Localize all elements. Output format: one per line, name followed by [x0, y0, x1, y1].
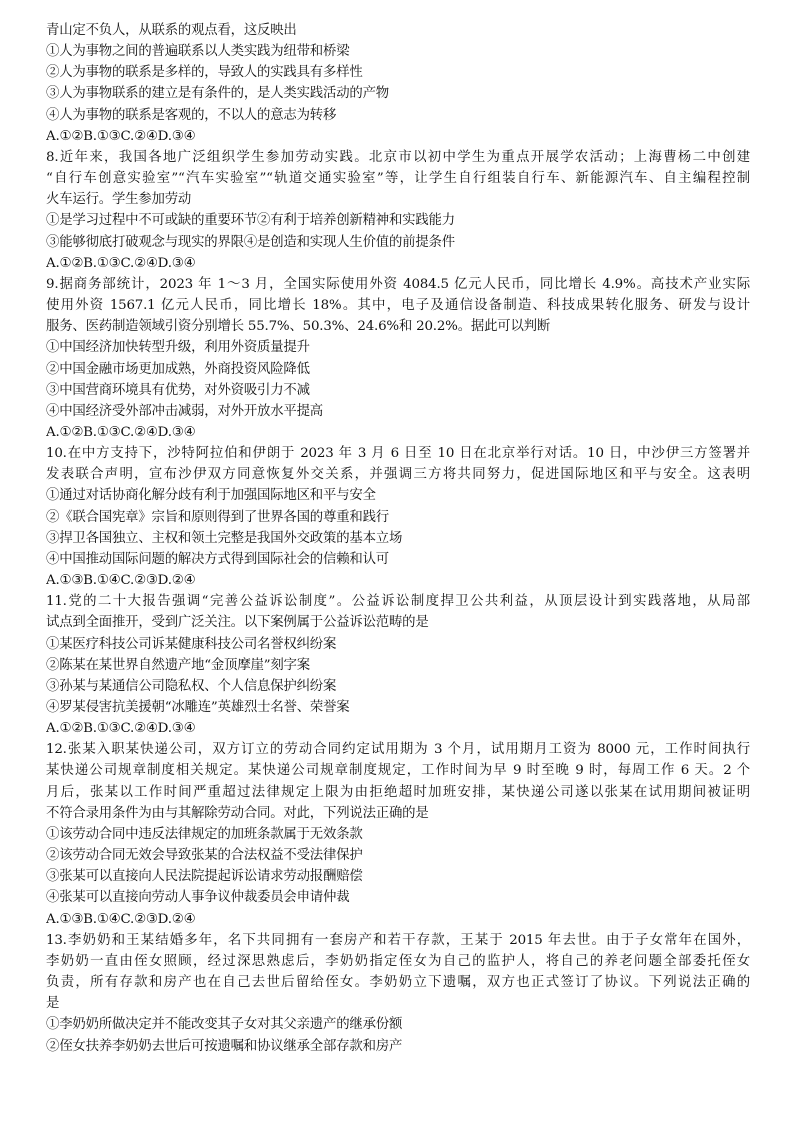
text-line: 是: [46, 996, 60, 1012]
text-line: A.①②B.①③C.②④D.③④: [46, 424, 196, 440]
text-line: ①是学习过程中不可或缺的重要环节②有利于培养创新精神和实践能力: [46, 213, 455, 229]
text-line: ③孙某与某通信公司隐私权、个人信息保护纠纷案: [46, 678, 337, 694]
text-line: 某快递公司规章制度相关规定。某快递公司规章制度规定，工作时间为早 9 时至晚 9 时，每周工作 6 天。2 个: [46, 763, 750, 779]
text-line: A.①③B.①④C.②③D.②④: [46, 911, 196, 927]
text-line: 发表联合声明，宣布沙伊双方同意恢复外交关系，并强调三方将共同努力，促进国际地区和平与安全。这表明: [46, 467, 750, 483]
text-line: ②侄女扶养李奶奶去世后可按遗嘱和协议继承全部存款和房产: [46, 1038, 403, 1054]
text-line: 9.据商务部统计，2023 年 1～3 月，全国实际使用外资 4084.5 亿元人民币，同比增长 4.9%。高技术产业实际: [46, 276, 750, 292]
text-line: 月后，张某以工作时间严重超过法律规定上限为由拒绝超时加班安排，某快递公司遂以张某在试用期间被证明: [46, 784, 750, 800]
text-line: ②人为事物的联系是多样的，导致人的实践具有多样性: [46, 65, 363, 81]
text-line: ④中国推动国际问题的解决方式得到国际社会的信赖和认可: [46, 551, 389, 567]
question-text-body: [46, 20, 750, 1057]
text-line: A.①③B.①④C.②③D.②④: [46, 573, 196, 589]
text-line: 火车运行。学生参加劳动: [46, 192, 192, 208]
text-line: 负责，所有存款和房产也在自己去世后留给侄女。李奶奶立下遗嘱，双方也正式签订了协议。下列说法正确的: [46, 975, 750, 991]
text-line: 使用外资 1567.1 亿元人民币，同比增长 18%。其中，电子及通信设备制造、科技成果转化服务、研发与设计: [46, 298, 750, 314]
text-line: 13.李奶奶和王某结婚多年，名下共同拥有一套房产和若干存款，王某于 2015 年去世。由于子女常年在国外，: [46, 932, 750, 948]
text-line: ④中国经济受外部冲击减弱，对外开放水平提高: [46, 403, 324, 419]
text-line: ③人为事物联系的建立是有条件的，是人类实践活动的产物: [46, 86, 389, 102]
text-line: ④人为事物的联系是客观的，不以人的意志为转移: [46, 107, 337, 123]
text-line: 8.近年来，我国各地广泛组织学生参加劳动实践。北京市以初中学生为重点开展学农活动；上海曹杨二中创建: [46, 149, 750, 165]
text-line: ①人为事物之间的普遍联系以人类实践为纽带和桥梁: [46, 44, 350, 60]
text-line: 试点到全面推开，受到广泛关注。以下案例属于公益诉讼范畴的是: [46, 615, 429, 631]
text-line: ②中国金融市场更加成熟，外商投资风险降低: [46, 361, 310, 377]
text-line: ④张某可以直接向劳动人事争议仲裁委员会申请仲裁: [46, 890, 350, 906]
text-line: ③中国营商环境具有优势，对外资吸引力不减: [46, 382, 310, 398]
text-line: 12.张某入职某快递公司，双方订立的劳动合同约定试用期为 3 个月，试用期月工资为 8000 元，工作时间执行: [46, 742, 750, 758]
text-line: A.①②B.①③C.②④D.③④: [46, 721, 196, 737]
text-line: ①某医疗科技公司诉某健康科技公司名誉权纠纷案: [46, 636, 337, 652]
text-line: 不符合录用条件为由与其解除劳动合同。对此，下列说法正确的是: [46, 805, 429, 821]
text-line: ④罗某侵害抗美援朝“冰雕连”英雄烈士名誉、荣誉案: [46, 700, 350, 715]
text-line: ②该劳动合同无效会导致张某的合法权益不受法律保护: [46, 848, 363, 864]
text-line: ②陈某在某世界自然遗产地“金顶摩崖”刻字案: [46, 657, 310, 673]
text-line: A.①②B.①③C.②④D.③④: [46, 255, 196, 271]
text-line: 11.党的二十大报告强调“完善公益诉讼制度”。公益诉讼制度捍卫公共利益，从顶层设计到实践落地，从局部: [46, 594, 750, 610]
text-line: ①李奶奶所做决定并不能改变其子女对其父亲遗产的继承份额: [46, 1017, 403, 1033]
text-line: A.①②B.①③C.②④D.③④: [46, 128, 196, 144]
text-line: ③能够彻底打破观念与现实的界限④是创造和实现人生价值的前提条件: [46, 234, 455, 250]
text-line: 李奶奶一直由侄女照顾，经过深思熟虑后，李奶奶指定侄女为自己的监护人，将自己的养老问题全部委托侄女: [46, 953, 750, 969]
text-line: ③张某可以直接向人民法院提起诉讼请求劳动报酬赔偿: [46, 869, 363, 885]
text-line: ①该劳动合同中违反法律规定的加班条款属于无效条款: [46, 826, 363, 842]
text-line: ①中国经济加快转型升级，利用外资质量提升: [46, 340, 310, 356]
text-line: ②《联合国宪章》宗旨和原则得到了世界各国的尊重和践行: [46, 509, 389, 525]
text-line: “自行车创意实验室”“汽车实验室”“轨道交通实验室”等，让学生自行组装自行车、新能源汽车、自主编程控制: [46, 171, 750, 187]
text-line: ①通过对话协商化解分歧有利于加强国际地区和平与安全: [46, 488, 376, 504]
text-line: ③捍卫各国独立、主权和领土完整是我国外交政策的基本立场: [46, 530, 403, 546]
text-line: 10.在中方支持下，沙特阿拉伯和伊朗于 2023 年 3 月 6 日至 10 日在北京举行对话。10 日，中沙伊三方签署并: [46, 446, 750, 462]
text-line: 服务、医药制造领域引资分别增长 55.7%、50.3%、24.6%和 20.2%。据此可以判断: [46, 319, 551, 335]
text-line: 青山定不负人，从联系的观点看，这反映出: [46, 23, 297, 38]
